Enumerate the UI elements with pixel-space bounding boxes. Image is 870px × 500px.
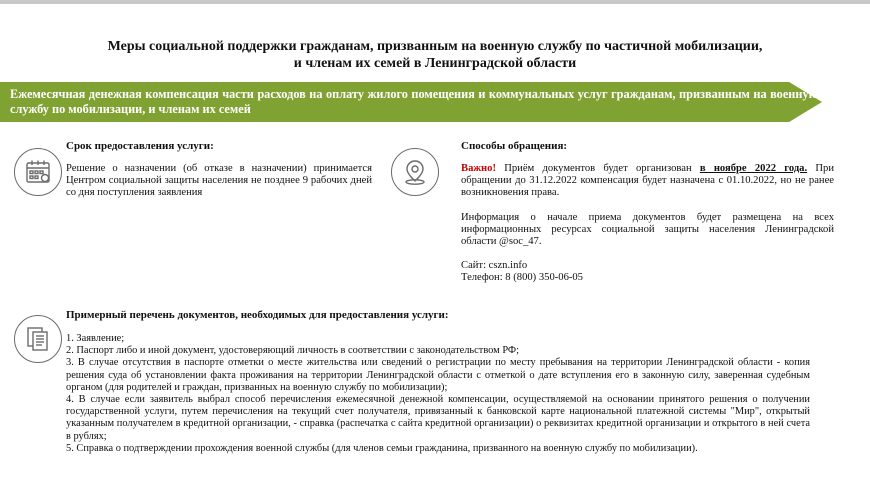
- title-line-2: и членам их семей в Ленинградской области: [293, 56, 577, 71]
- calendar-icon: [14, 148, 62, 196]
- title-line-1: Меры социальной поддержки гражданам, призванным на военную службу по частичной мобилизации,: [107, 39, 763, 54]
- methods-phone: Телефон: 8 (800) 350-06-05: [461, 272, 583, 283]
- document-item: 3. В случае отсутствия в паспорте отметки о месте жительства или сведений о регистрации по месту пребывания на территории Ленинградской области - копия решения суда об установлении факта проживания на территории Ленинградской области с отметкой о дате вступления его в законную силу, заверенная судебным органом (для родителей и граждан, призванных на военную службу по мобилизации);: [66, 357, 810, 393]
- page-title: [60, 38, 810, 72]
- document-item: 4. В случае если заявитель выбрал способ перечисления ежемесячной денежной компенсации, осуществляемой на основании принятого решения о получении государственной услуги, путем перечисления на текущий счет получателя, привязанный к банковской карте национальной платежной системы "Мир", открытый указанным получателем в кредитной организации, - справка (распечатка с сайта кредитной организации) о реквизитах кредитной организации и открытого в ней счета в рублях;: [66, 394, 810, 442]
- documents-icon: [14, 315, 62, 363]
- after-text: При обращении до 31.12.2022 компенсация будет назначена с 01.10.2022, но не ранее возникновения права.: [461, 163, 834, 198]
- important-date: в ноябре 2022 года.: [699, 163, 808, 174]
- document-item: 1. Заявление;: [66, 333, 125, 344]
- document-item: 2. Паспорт либо и иной документ, удостоверяющий личность в соответствии с законодательством РФ;: [66, 345, 520, 357]
- deadline-text: Решение о назначении (об отказе в назначении) принимается Центром социальной защиты населения не позднее 9 рабочих дней со дня поступления заявления: [66, 163, 372, 198]
- important-label: Важно!: [461, 163, 496, 174]
- methods-important: [461, 163, 834, 199]
- document-item: 5. Справка о подтверждении прохождения военной службы (для членов семьи гражданина, призванного на военную службу по мобилизации).: [66, 442, 698, 454]
- methods-info: Информация о начале приема документов будет размещена на всех информационных ресурсах социальной защиты населения Ленинградской области @soc_47.: [461, 212, 834, 247]
- methods-site: Сайт: cszn.info: [461, 260, 528, 271]
- deadline-heading: Срок предоставления услуги:: [66, 140, 214, 152]
- documents-list: [66, 333, 810, 455]
- methods-heading: Способы обращения:: [461, 140, 568, 152]
- banner-text: Ежемесячная денежная компенсация части расходов на оплату жилого помещения и коммунальных услуг гражданам, призванным на военную службу по мобилизации, и членам их семей: [10, 87, 818, 116]
- important-text: Приём документов будет организован: [495, 163, 700, 174]
- top-divider: [0, 0, 870, 4]
- location-pin-icon: [391, 148, 439, 196]
- documents-heading: Примерный перечень документов, необходимых для предоставления услуги:: [66, 309, 449, 321]
